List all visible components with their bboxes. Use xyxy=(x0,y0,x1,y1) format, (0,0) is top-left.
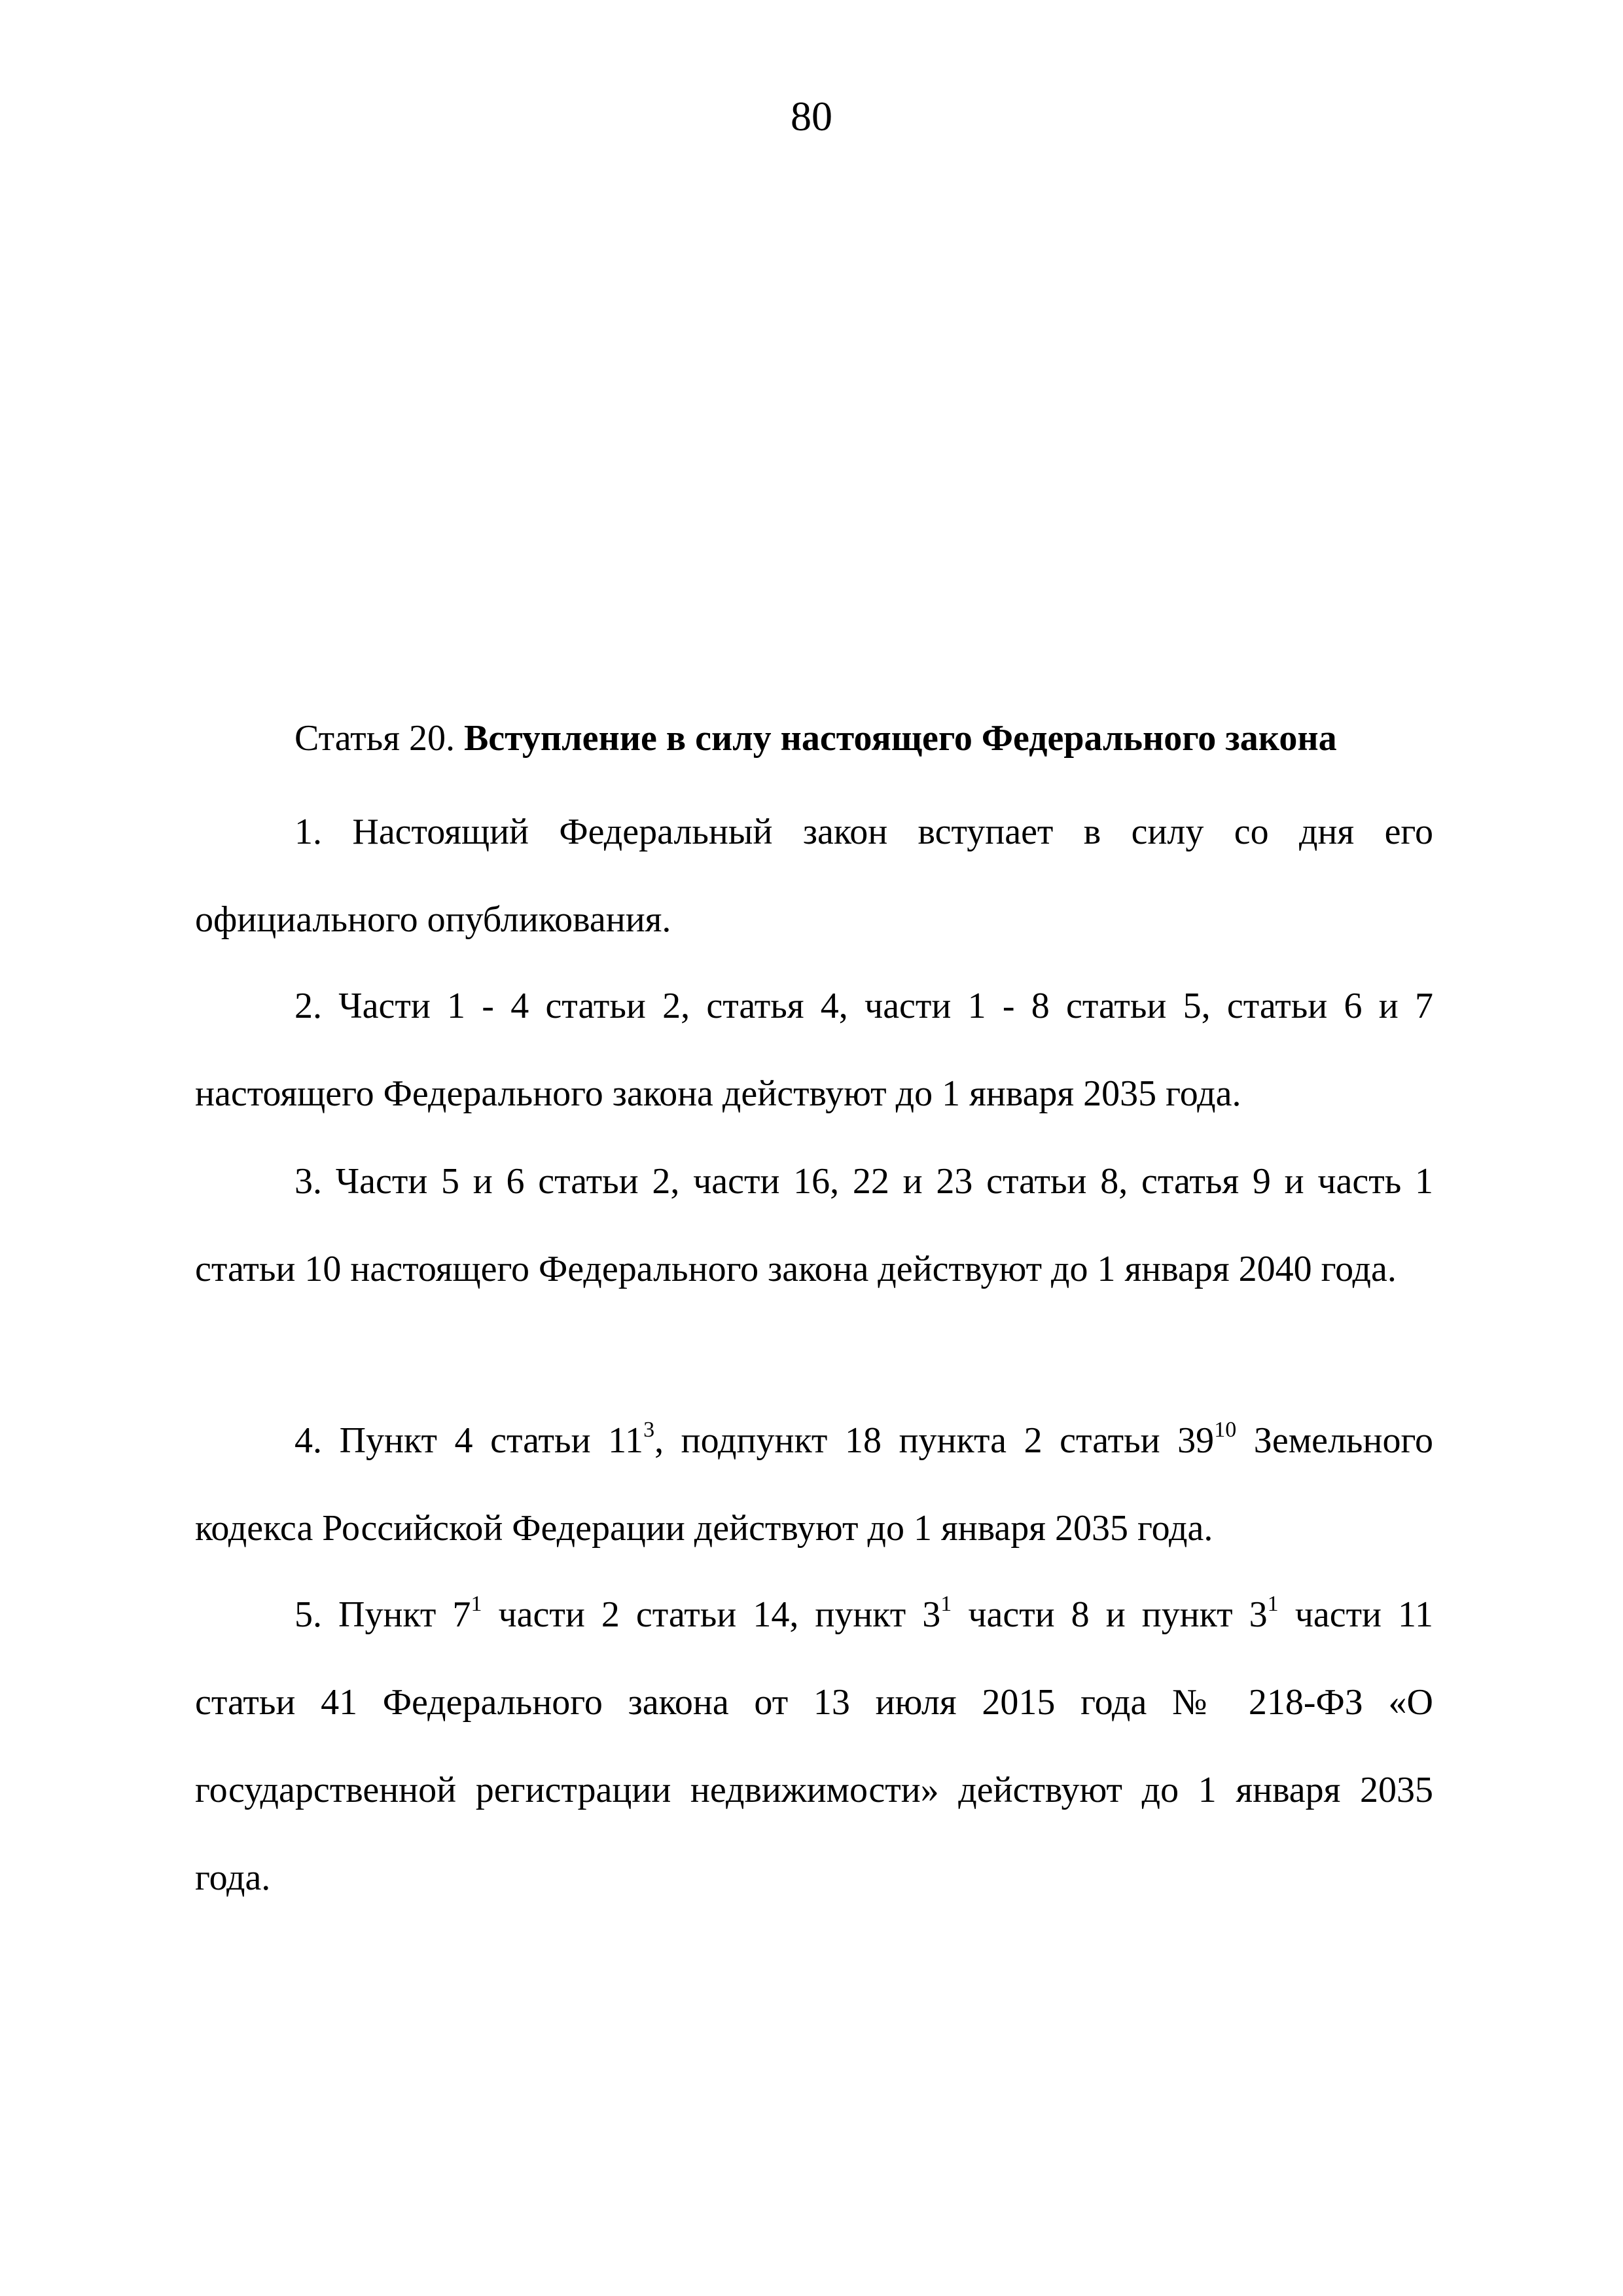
paragraph-5-sup-b: 1 xyxy=(940,1592,952,1616)
paragraph-5 xyxy=(195,1571,1433,1922)
paragraph-4-sup-a: 3 xyxy=(643,1418,655,1442)
article-label: Статья 20. xyxy=(294,718,455,759)
article-title: Вступление в силу настоящего Федерального закона xyxy=(463,718,1337,759)
paragraph-5-part-d: части 11 статьи 41 Федерального закона от 13 июля 2015 года № 218-ФЗ «О государственной регистрации недвижимости» действуют до 1 января 2035 года. xyxy=(195,1594,1433,1898)
paragraph-2: 2. Части 1 - 4 статьи 2, статья 4, части 1 - 8 статьи 5, статьи 6 и 7 настоящего Федерального закона действуют до 1 января 2035 года. xyxy=(195,986,1433,1114)
paragraph-5-part-b: части 2 статьи 14, пункт 3 xyxy=(482,1594,941,1635)
paragraph-1: 1. Настоящий Федеральный закон вступает в силу со дня его официального опубликования. xyxy=(195,812,1433,940)
paragraph-5-sup-a: 1 xyxy=(471,1592,482,1616)
paragraph-4-part-c: Земельного кодекса Российской Федерации действуют до 1 января 2035 года. xyxy=(195,1420,1434,1549)
paragraph-5-part-c: части 8 и пункт 3 xyxy=(952,1594,1268,1635)
paragraph-4-sup-b: 10 xyxy=(1214,1418,1237,1442)
paragraph-3: 3. Части 5 и 6 статьи 2, части 16, 22 и 23 статьи 8, статья 9 и часть 1 статьи 10 настоящего Федерального закона действуют до 1 января 2040 года. xyxy=(195,1161,1433,1289)
paragraph-5-sup-c: 1 xyxy=(1267,1592,1279,1616)
page-number: 80 xyxy=(791,93,832,139)
paragraph-5-part-a: 5. Пункт 7 xyxy=(294,1594,471,1635)
article-heading xyxy=(195,712,1433,764)
paragraph-4-part-b: , подпункт 18 пункта 2 статьи 39 xyxy=(654,1420,1215,1461)
paragraph-4-part-a: 4. Пункт 4 статьи 11 xyxy=(294,1420,644,1461)
paragraph-4 xyxy=(195,1397,1433,1572)
